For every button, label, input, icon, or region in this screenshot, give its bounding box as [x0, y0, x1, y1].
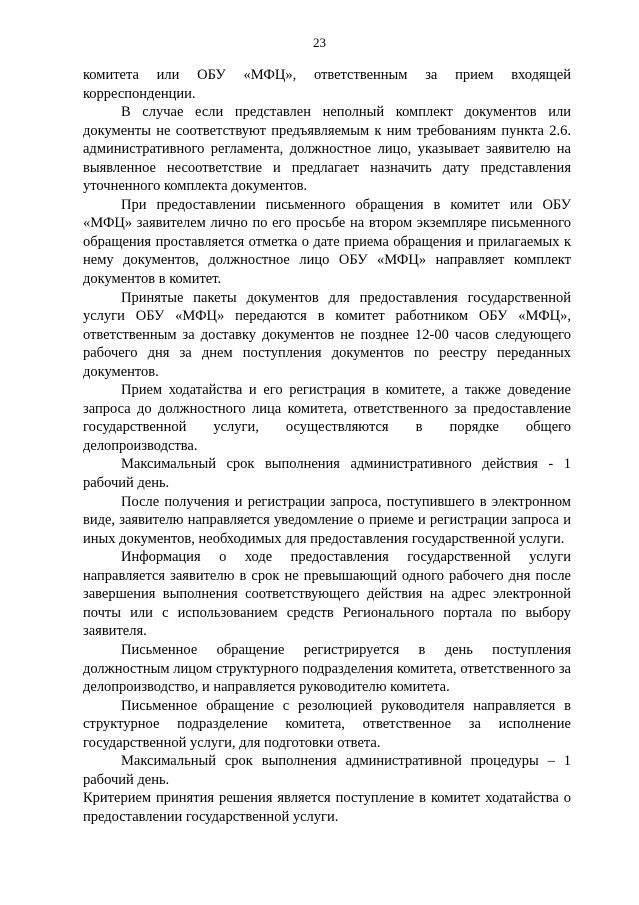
- paragraph-incomplete-documents: В случае если представлен неполный комплект документов или документы не соответствуют предъявляемым к ним требованиям пункта 2.6. административного регламента, должностное лицо, указывает заявителю на выявленное несоответствие и предлагает назначить дату представления уточненного комплекта документов.: [83, 104, 571, 195]
- paragraph-progress-information: Информация о ходе предоставления государственной услуги направляется заявителю в срок не превышающий одного рабочего дня после завершения выполнения соответствующего действия на адрес электронной почты или с использованием средств Регионального портала по выбору заявителя.: [83, 549, 571, 640]
- paragraph-document-transfer: Принятые пакеты документов для предоставления государственной услуги ОБУ «МФЦ» передаются в комитет работником ОБУ «МФЦ», ответственным за доставку документов не позднее 12-00 часов следующего рабочего дня за днем поступления документов по реестру переданных документов.: [83, 289, 571, 380]
- paragraph-decision-criterion: Критерием принятия решения является поступление в комитет ходатайства о предоставлении государственной услуги.: [83, 790, 571, 825]
- paragraph-max-term-procedure: Максимальный срок выполнения административной процедуры – 1 рабочий день.: [83, 753, 571, 788]
- paragraph-resolution-forwarding: Письменное обращение с резолюцией руководителя направляется в структурное подразделение комитета, ответственное за исполнение государственной услуги, для подготовки ответа.: [83, 697, 571, 751]
- paragraph-max-term-action: Максимальный срок выполнения административного действия - 1 рабочий день.: [83, 456, 571, 492]
- paragraph-written-registration: Письменное обращение регистрируется в день поступления должностным лицом структурного подразделения комитета, ответственного за делопроизводство, и направляется руководителю комитета.: [83, 641, 571, 696]
- paragraph-continuation: комитета или ОБУ «МФЦ», ответственным за прием входящей корреспонденции.: [83, 67, 571, 102]
- paragraph-written-request-submission: При предоставлении письменного обращения в комитет или ОБУ «МФЦ» заявителем лично по его просьбе на втором экземпляре письменного обращения проставляется отметка о дате приема обращения и прилагаемых к нему документов, должностное лицо ОБУ «МФЦ» направляет комплект документов в комитет.: [83, 196, 571, 288]
- paragraph-electronic-notification: После получения и регистрации запроса, поступившего в электронном виде, заявителю направляется уведомление о приеме и регистрации запроса и иных документов, необходимых для предоставления государственной услуги.: [83, 493, 571, 547]
- paragraph-registration: Прием ходатайства и его регистрация в комитете, а также доведение запроса до должностного лица комитета, ответственного за предоставление государственной услуги, осуществляются в порядке общего делопроизводства.: [83, 382, 571, 454]
- page-number: 23: [313, 35, 326, 50]
- document-body: [83, 66, 571, 826]
